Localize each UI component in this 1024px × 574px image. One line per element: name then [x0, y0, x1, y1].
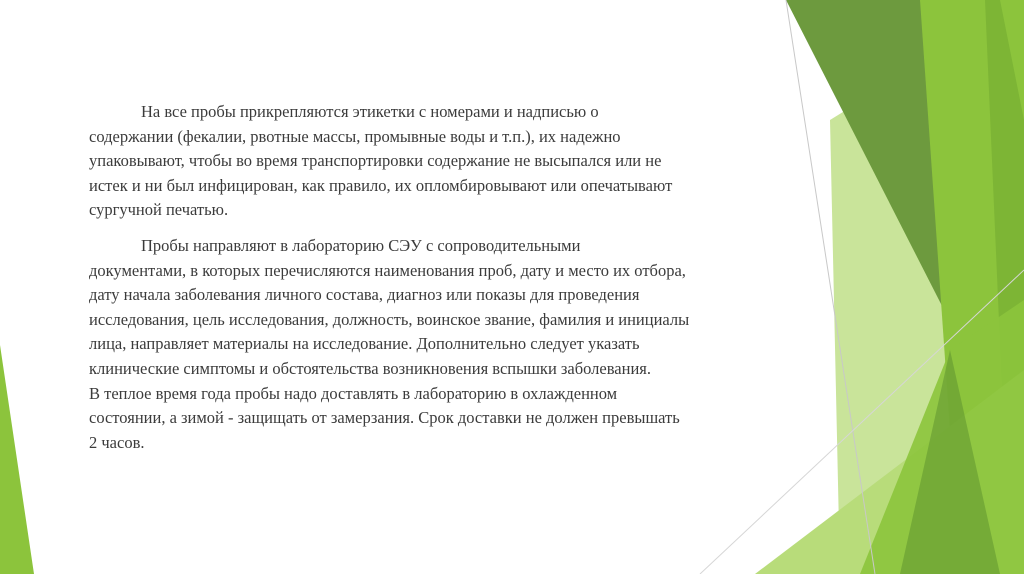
- paragraph-2-line: лица, направляет материалы на исследование. Дополнительно следует указать: [89, 334, 640, 354]
- paragraph-2-line: Пробы направляют в лабораторию СЭУ с сопроводительными: [141, 236, 581, 255]
- paragraph-2-line: дату начала заболевания личного состава, диагноз или показы для проведения: [89, 285, 640, 305]
- paragraph-1: [89, 100, 765, 223]
- paragraph-1-line: истек и ни был инфицирован, как правило, их опломбировывают или опечатывают: [89, 175, 673, 195]
- paragraph-2: [89, 234, 765, 455]
- paragraph-1-line: сургучной печатью.: [89, 200, 229, 220]
- paragraph-2-line: состоянии, а зимой - защищать от замерзания. Срок доставки не должен превышать: [89, 408, 680, 428]
- paragraph-2-line: исследования, цель исследования, должность, воинское звание, фамилия и инициалы: [89, 309, 690, 329]
- paragraph-2-line: 2 часов.: [89, 432, 145, 452]
- paragraph-1-line: упаковывают, чтобы во время транспортировки содержание не высыпался или не: [89, 151, 662, 171]
- paragraph-2-line: В теплое время года пробы надо доставлять в лабораторию в охлажденном: [89, 383, 618, 403]
- paragraph-1-line: На все пробы прикрепляются этикетки с номерами и надписью о: [141, 102, 599, 121]
- paragraph-1-line: содержании (фекалии, рвотные массы, промывные воды и т.п.), их надежно: [89, 126, 621, 146]
- paragraph-2-line: клинические симптомы и обстоятельства возникновения вспышки заболевания.: [89, 358, 651, 378]
- left-green-wedge: [0, 345, 34, 574]
- paragraph-2-line: документами, в которых перечисляются наименования проб, дату и место их отбора,: [89, 260, 686, 280]
